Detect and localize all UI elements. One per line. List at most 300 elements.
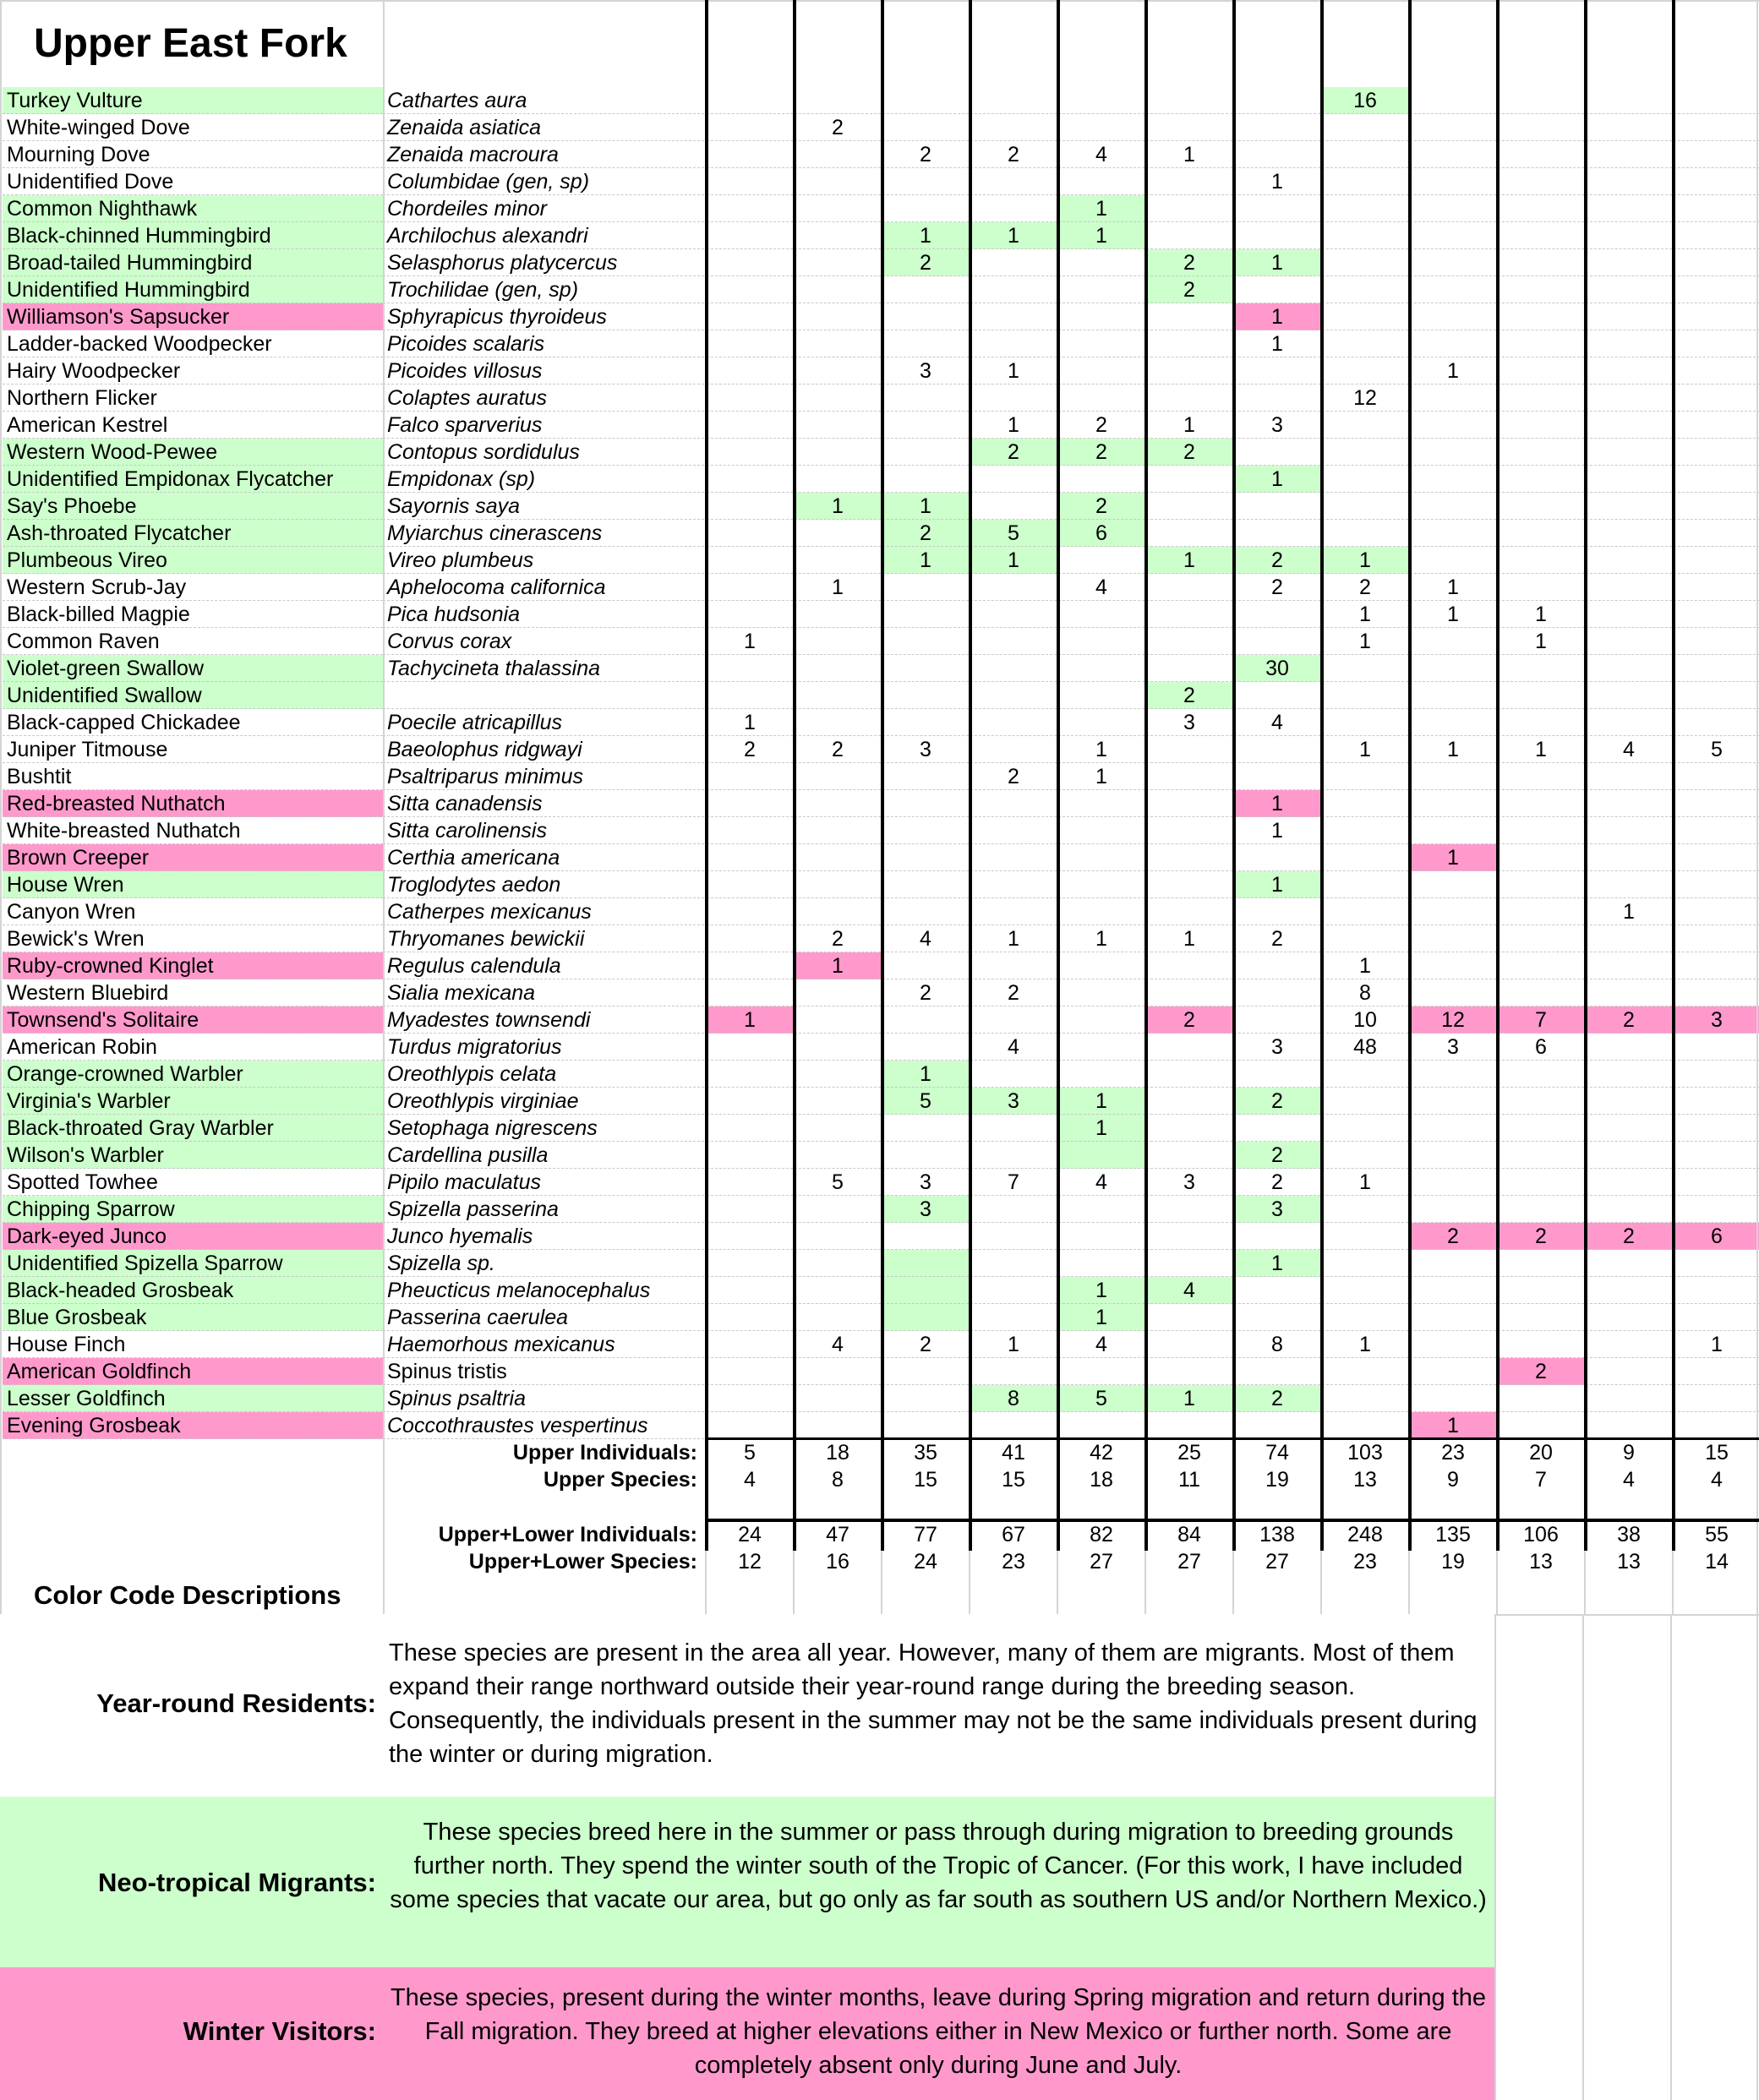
count-cell	[1410, 952, 1496, 979]
summary-value: 82	[1090, 1523, 1113, 1546]
count-cell	[882, 195, 969, 222]
summary-value: 74	[1265, 1441, 1289, 1465]
count-cell: 2	[1146, 682, 1232, 709]
species-scientific-name: Baeolophus ridgwayi	[383, 736, 704, 763]
species-scientific-name: Sitta canadensis	[383, 790, 704, 817]
summary-value: 5	[744, 1441, 756, 1465]
count-cell	[1322, 1412, 1408, 1439]
count-cell	[1674, 330, 1759, 357]
summary-value: 27	[1177, 1550, 1201, 1574]
summary-value: 24	[738, 1523, 762, 1546]
species-common-name: Lesser Goldfinch	[3, 1385, 383, 1412]
count-cell: 5	[882, 1088, 969, 1115]
count-cell	[882, 844, 969, 871]
count-cell	[882, 898, 969, 925]
count-cell	[1058, 1250, 1144, 1277]
count-cell	[1674, 844, 1759, 871]
count-cell	[1586, 412, 1672, 439]
count-cell: 6	[1674, 1223, 1759, 1250]
count-cell	[707, 1250, 793, 1277]
grid-col	[705, 1551, 707, 1614]
count-cell	[1586, 682, 1672, 709]
count-cell	[1322, 412, 1408, 439]
count-cell	[970, 195, 1057, 222]
count-cell	[707, 871, 793, 898]
count-cell	[970, 87, 1057, 114]
count-cell	[1498, 114, 1584, 141]
count-cell	[1322, 763, 1408, 790]
count-cell	[1674, 925, 1759, 952]
sheet-title: Upper East Fork	[34, 21, 347, 66]
count-cell	[1498, 1169, 1584, 1196]
count-cell: 4	[882, 925, 969, 952]
count-cell	[1058, 385, 1144, 412]
count-cell	[795, 249, 881, 276]
summary-value: 67	[1002, 1523, 1025, 1546]
count-cell	[707, 574, 793, 601]
count-cell	[1322, 682, 1408, 709]
count-cell: 1	[1058, 1277, 1144, 1304]
summary-value: 9	[1623, 1441, 1635, 1465]
count-cell	[1586, 1412, 1672, 1439]
count-cell	[1146, 1358, 1232, 1385]
count-cell	[970, 844, 1057, 871]
species-scientific-name: Corvus corax	[383, 628, 704, 655]
count-cell	[707, 114, 793, 141]
species-common-name: Unidentified Hummingbird	[3, 276, 383, 303]
count-cell	[1498, 925, 1584, 952]
count-cell	[1586, 195, 1672, 222]
count-cell	[1322, 898, 1408, 925]
species-common-name: Spotted Towhee	[3, 1169, 383, 1196]
count-cell: 1	[1410, 844, 1496, 871]
count-cell	[1234, 276, 1320, 303]
column-separator	[1408, 0, 1412, 1551]
count-cell	[1498, 466, 1584, 493]
summary-value: 35	[914, 1441, 937, 1465]
count-cell: 5	[1674, 736, 1759, 763]
count-cell	[1586, 439, 1672, 466]
count-cell	[1674, 439, 1759, 466]
count-cell	[707, 547, 793, 574]
count-cell	[1322, 871, 1408, 898]
count-cell	[1146, 817, 1232, 844]
count-cell: 1	[1146, 1385, 1232, 1412]
count-cell: 2	[707, 736, 793, 763]
count-cell	[1146, 790, 1232, 817]
count-cell	[1498, 330, 1584, 357]
count-cell	[1146, 1412, 1232, 1439]
species-common-name: Bushtit	[3, 763, 383, 790]
count-cell	[1498, 385, 1584, 412]
count-cell: 1	[707, 628, 793, 655]
count-cell	[1322, 1115, 1408, 1142]
count-cell	[1674, 628, 1759, 655]
count-cell: 2	[1234, 1088, 1320, 1115]
count-cell	[707, 655, 793, 682]
count-cell	[1586, 1250, 1672, 1277]
count-cell	[1586, 493, 1672, 520]
count-cell: 2	[1058, 439, 1144, 466]
count-cell	[795, 1196, 881, 1223]
count-cell	[1058, 817, 1144, 844]
count-cell	[1410, 520, 1496, 547]
count-cell	[707, 979, 793, 1006]
legend-neotropical-text: These species breed here in the summer or pass through during migration to breeding grounds further north. They spend the winter south of the Tropic of Cancer. (For this work, I have included some species that vacate our area, but go only as far south as southern US and/or Northern Mexico.)	[390, 1819, 1487, 1913]
species-common-name: Unidentified Spizella Sparrow	[3, 1250, 383, 1277]
grid-col	[1232, 1551, 1234, 1614]
summary-value: 9	[1447, 1468, 1459, 1492]
count-cell	[882, 1034, 969, 1061]
count-cell	[1586, 249, 1672, 276]
species-scientific-name: Aphelocoma californica	[383, 574, 704, 601]
count-cell	[1498, 276, 1584, 303]
count-cell	[1674, 763, 1759, 790]
count-cell	[1586, 385, 1672, 412]
count-cell: 2	[1058, 493, 1144, 520]
count-cell	[1674, 1196, 1759, 1223]
count-cell	[1146, 195, 1232, 222]
count-cell	[1234, 979, 1320, 1006]
count-cell	[1410, 1358, 1496, 1385]
count-cell	[882, 763, 969, 790]
count-cell	[1498, 1277, 1584, 1304]
count-cell	[1498, 1142, 1584, 1169]
count-cell	[707, 925, 793, 952]
count-cell	[1410, 141, 1496, 168]
legend-winter-label: Winter Visitors:	[183, 2016, 376, 2046]
species-common-name: American Kestrel	[3, 412, 383, 439]
count-cell	[1322, 222, 1408, 249]
count-cell	[1674, 520, 1759, 547]
count-cell: 1	[795, 574, 881, 601]
grid-col	[1408, 1551, 1410, 1614]
count-cell	[1234, 1115, 1320, 1142]
count-cell: 2	[970, 141, 1057, 168]
count-cell	[882, 1304, 969, 1331]
count-cell	[1322, 493, 1408, 520]
count-cell	[970, 168, 1057, 195]
count-cell	[1674, 168, 1759, 195]
count-cell: 2	[795, 925, 881, 952]
count-cell: 1	[1586, 898, 1672, 925]
summary-value: 24	[914, 1550, 937, 1574]
count-cell	[1498, 412, 1584, 439]
species-common-name: Northern Flicker	[3, 385, 383, 412]
count-cell	[795, 303, 881, 330]
count-cell	[1586, 844, 1672, 871]
count-cell: 4	[795, 1331, 881, 1358]
species-common-name: Dark-eyed Junco	[3, 1223, 383, 1250]
legend-neotropical-label: Neo-tropical Migrants:	[98, 1868, 376, 1897]
count-cell	[707, 1223, 793, 1250]
count-cell: 3	[882, 357, 969, 385]
count-cell	[1674, 1034, 1759, 1061]
count-cell	[795, 1223, 881, 1250]
count-cell: 5	[1058, 1385, 1144, 1412]
species-common-name: Common Nighthawk	[3, 195, 383, 222]
species-common-name: Blue Grosbeak	[3, 1304, 383, 1331]
species-common-name: House Wren	[3, 871, 383, 898]
summary-value: 4	[1623, 1468, 1635, 1492]
count-cell	[1586, 1277, 1672, 1304]
species-scientific-name: Picoides villosus	[383, 357, 704, 385]
count-cell	[1322, 466, 1408, 493]
summary-value: 13	[1617, 1550, 1641, 1574]
species-common-name: Black-capped Chickadee	[3, 709, 383, 736]
count-cell	[970, 493, 1057, 520]
count-cell	[1674, 547, 1759, 574]
count-cell	[970, 1277, 1057, 1304]
count-cell: 1	[1322, 1169, 1408, 1196]
count-cell	[1322, 655, 1408, 682]
count-cell	[882, 1358, 969, 1385]
summary-value: 15	[1002, 1468, 1025, 1492]
count-cell	[795, 655, 881, 682]
species-common-name: Wilson's Warbler	[3, 1142, 383, 1169]
count-cell: 3	[882, 736, 969, 763]
count-cell	[1586, 1088, 1672, 1115]
count-cell: 1	[1410, 357, 1496, 385]
count-cell: 4	[1586, 736, 1672, 763]
count-cell	[970, 709, 1057, 736]
species-scientific-name: Sayornis saya	[383, 493, 704, 520]
count-cell: 1	[1234, 466, 1320, 493]
count-cell: 4	[1058, 574, 1144, 601]
count-cell: 4	[1146, 1277, 1232, 1304]
count-cell	[795, 1034, 881, 1061]
count-cell: 1	[882, 547, 969, 574]
count-cell	[970, 655, 1057, 682]
count-cell	[795, 844, 881, 871]
summary-value: 12	[738, 1550, 762, 1574]
summary-value: 4	[744, 1468, 756, 1492]
species-common-name: Chipping Sparrow	[3, 1196, 383, 1223]
count-cell	[1322, 520, 1408, 547]
count-cell	[1146, 1115, 1232, 1142]
count-cell	[795, 466, 881, 493]
count-cell: 1	[1674, 1331, 1759, 1358]
count-cell	[1586, 466, 1672, 493]
summary-value: 13	[1529, 1550, 1553, 1574]
count-cell	[795, 871, 881, 898]
species-common-name: Unidentified Empidonax Flycatcher	[3, 466, 383, 493]
count-cell	[1674, 87, 1759, 114]
count-cell	[1586, 520, 1672, 547]
count-cell	[1234, 222, 1320, 249]
count-cell	[1322, 844, 1408, 871]
species-common-name: Orange-crowned Warbler	[3, 1061, 383, 1088]
count-cell	[1146, 979, 1232, 1006]
count-cell	[795, 790, 881, 817]
summary-value: 16	[826, 1550, 849, 1574]
count-cell: 1	[1058, 1088, 1144, 1115]
count-cell	[795, 1412, 881, 1439]
summary-value: 27	[1090, 1550, 1113, 1574]
count-cell	[882, 1250, 969, 1277]
count-cell: 2	[1498, 1358, 1584, 1385]
summary-value: 41	[1002, 1441, 1025, 1465]
count-cell	[882, 790, 969, 817]
count-cell: 12	[1410, 1006, 1496, 1034]
count-cell	[795, 1006, 881, 1034]
grid-col	[793, 1551, 795, 1614]
species-scientific-name: Tachycineta thalassina	[383, 655, 704, 682]
count-cell	[1058, 601, 1144, 628]
summary-value: 15	[1705, 1441, 1729, 1465]
count-cell	[1674, 1169, 1759, 1196]
count-cell	[1674, 303, 1759, 330]
count-cell	[1146, 1223, 1232, 1250]
count-cell: 1	[1146, 925, 1232, 952]
count-cell	[1586, 1331, 1672, 1358]
count-cell	[707, 601, 793, 628]
count-cell: 4	[1234, 709, 1320, 736]
count-cell	[1498, 1088, 1584, 1115]
count-cell	[1410, 790, 1496, 817]
count-cell	[1058, 682, 1144, 709]
species-scientific-name: Passerina caerulea	[383, 1304, 704, 1331]
count-cell	[707, 1412, 793, 1439]
count-cell: 6	[1498, 1034, 1584, 1061]
count-cell	[1586, 628, 1672, 655]
species-common-name: Ash-throated Flycatcher	[3, 520, 383, 547]
count-cell: 6	[1058, 520, 1144, 547]
summary-label: Upper+Lower Individuals:	[438, 1523, 697, 1546]
column-separator	[705, 0, 708, 1551]
count-cell	[1410, 1385, 1496, 1412]
count-cell	[1234, 195, 1320, 222]
count-cell	[970, 466, 1057, 493]
count-cell	[1146, 87, 1232, 114]
count-cell	[795, 357, 881, 385]
count-cell	[1674, 1250, 1759, 1277]
count-cell	[1586, 1142, 1672, 1169]
count-cell: 4	[1058, 1169, 1144, 1196]
count-cell: 2	[882, 520, 969, 547]
count-cell	[1058, 357, 1144, 385]
count-cell: 2	[882, 1331, 969, 1358]
count-cell	[1498, 249, 1584, 276]
count-cell	[1058, 1196, 1144, 1223]
count-cell	[1146, 168, 1232, 195]
species-scientific-name	[383, 682, 704, 709]
count-cell	[1586, 871, 1672, 898]
count-cell: 4	[970, 1034, 1057, 1061]
species-common-name: Broad-tailed Hummingbird	[3, 249, 383, 276]
species-scientific-name: Myadestes townsendi	[383, 1006, 704, 1034]
count-cell	[970, 1412, 1057, 1439]
count-cell	[1322, 1304, 1408, 1331]
species-common-name: Black-billed Magpie	[3, 601, 383, 628]
species-common-name: Western Scrub-Jay	[3, 574, 383, 601]
count-cell: 2	[1058, 412, 1144, 439]
count-cell	[882, 871, 969, 898]
count-cell	[1498, 1196, 1584, 1223]
count-cell	[707, 1115, 793, 1142]
count-cell	[1146, 1304, 1232, 1331]
count-cell	[970, 249, 1057, 276]
count-cell: 2	[1498, 1223, 1584, 1250]
count-cell	[707, 1142, 793, 1169]
count-cell	[1410, 493, 1496, 520]
legend-winter	[0, 1967, 1494, 2100]
count-cell	[882, 709, 969, 736]
count-cell	[1058, 114, 1144, 141]
count-cell	[1146, 466, 1232, 493]
count-cell	[1586, 1169, 1672, 1196]
count-cell	[970, 898, 1057, 925]
count-cell: 7	[1498, 1006, 1584, 1034]
count-cell	[795, 1304, 881, 1331]
summary-value: 19	[1265, 1468, 1289, 1492]
legend-year-round-text: These species are present in the area all year. However, many of them are migrants. Most of them expand their range northward outside their year-round range during the breeding season. Consequently, the individuals present in the summer may not be the same individuals present during the winter or during migration.	[389, 1639, 1478, 1768]
species-common-name: Virginia's Warbler	[3, 1088, 383, 1115]
count-cell: 1	[1234, 249, 1320, 276]
count-cell	[1058, 952, 1144, 979]
count-cell	[795, 628, 881, 655]
count-cell	[882, 1277, 969, 1304]
count-cell	[707, 1304, 793, 1331]
count-cell	[882, 628, 969, 655]
count-cell	[1410, 979, 1496, 1006]
count-cell	[1586, 114, 1672, 141]
count-cell	[1410, 925, 1496, 952]
count-cell	[1410, 412, 1496, 439]
count-cell	[1322, 709, 1408, 736]
count-cell	[1234, 1223, 1320, 1250]
summary-value: 15	[914, 1468, 937, 1492]
count-cell	[970, 790, 1057, 817]
count-cell	[1410, 817, 1496, 844]
count-cell	[1322, 303, 1408, 330]
count-cell: 1	[1410, 574, 1496, 601]
count-cell	[1498, 898, 1584, 925]
count-cell	[1674, 141, 1759, 168]
count-cell	[1146, 330, 1232, 357]
count-cell	[1410, 1250, 1496, 1277]
count-cell: 3	[1234, 1196, 1320, 1223]
count-cell: 2	[1234, 1385, 1320, 1412]
count-cell	[1234, 844, 1320, 871]
species-common-name: Hairy Woodpecker	[3, 357, 383, 385]
count-cell	[707, 1385, 793, 1412]
column-separator	[1232, 0, 1236, 1551]
count-cell	[795, 412, 881, 439]
count-cell	[1674, 655, 1759, 682]
count-cell	[707, 466, 793, 493]
count-cell	[1586, 1358, 1672, 1385]
species-scientific-name: Poecile atricapillus	[383, 709, 704, 736]
count-cell: 8	[1234, 1331, 1320, 1358]
count-cell	[707, 439, 793, 466]
count-cell	[795, 141, 881, 168]
count-cell	[1234, 736, 1320, 763]
count-cell	[1146, 114, 1232, 141]
count-cell	[795, 330, 881, 357]
count-cell	[1674, 357, 1759, 385]
count-cell: 2	[1146, 1006, 1232, 1034]
count-cell: 3	[1674, 1006, 1759, 1034]
species-common-name: Canyon Wren	[3, 898, 383, 925]
species-scientific-name: Myiarchus cinerascens	[383, 520, 704, 547]
summary-value: 27	[1265, 1550, 1289, 1574]
summary-value: 18	[826, 1441, 849, 1465]
count-cell	[970, 628, 1057, 655]
species-scientific-name: Coccothraustes vespertinus	[383, 1412, 704, 1439]
count-cell	[1498, 952, 1584, 979]
count-cell	[1234, 114, 1320, 141]
